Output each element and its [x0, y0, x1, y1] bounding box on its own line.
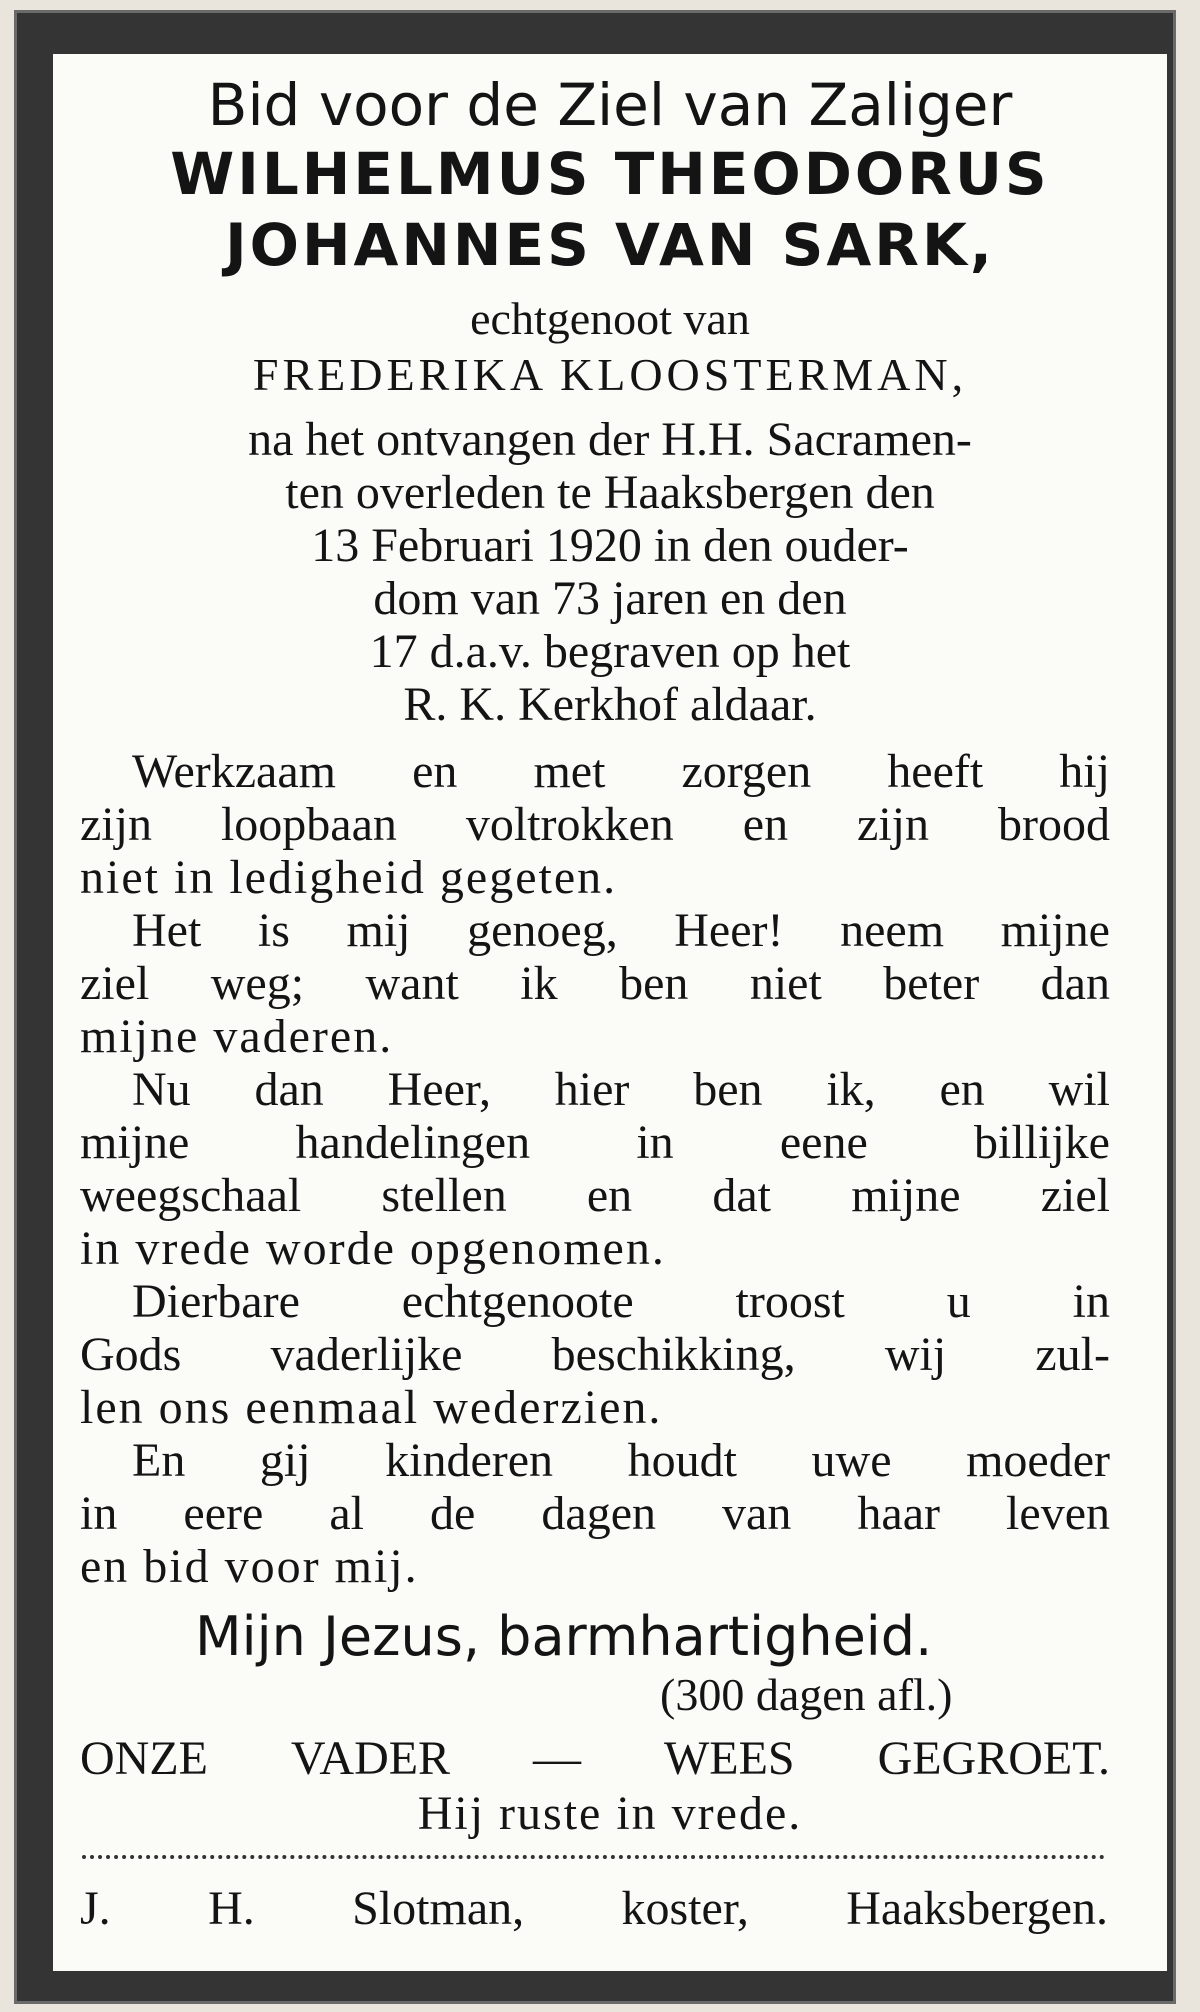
word: vaderlijke: [270, 1328, 463, 1381]
word: handelingen: [295, 1116, 531, 1169]
word: voltrokken: [465, 798, 674, 851]
word: kinderen: [385, 1434, 554, 1487]
paragraph-line: [80, 745, 1110, 798]
spouse-intro: echtgenoot van: [470, 293, 750, 344]
paragraph-line: [80, 1116, 1110, 1169]
word: houdt: [627, 1434, 737, 1487]
word: mijne: [1000, 904, 1110, 957]
word: zijn: [80, 798, 152, 851]
word: beschikking,: [551, 1328, 796, 1381]
word: troost: [735, 1275, 845, 1328]
paragraph-line: [80, 1169, 1110, 1222]
death-notice-line: ten overleden te Haaksbergen den: [285, 466, 935, 519]
word: dan: [1040, 957, 1110, 1010]
word: de: [430, 1487, 476, 1540]
word: en: [742, 798, 789, 851]
word: billijke: [973, 1116, 1110, 1169]
paragraph-line: [80, 1275, 1110, 1328]
word: dat: [712, 1169, 772, 1222]
death-notice-line: na het ontvangen der H.H. Sacramen-: [248, 413, 972, 466]
printer-credit: [80, 1882, 1108, 1935]
heading: Bid voor de Ziel van Zaliger: [207, 71, 1013, 139]
word: ik: [520, 957, 558, 1010]
word: u: [946, 1275, 971, 1328]
word: en: [939, 1063, 985, 1116]
word: mijne: [80, 1116, 190, 1169]
paragraph-line: in vrede worde opgenomen.: [80, 1222, 666, 1275]
word: dagen: [541, 1487, 656, 1540]
word: neem: [840, 904, 945, 957]
word: wij: [884, 1328, 947, 1381]
word: J.: [80, 1882, 111, 1935]
word: wil: [1048, 1063, 1110, 1116]
paragraph-line: niet in ledigheid gegeten.: [80, 851, 618, 904]
word: al: [329, 1487, 364, 1540]
indulgence-note: (300 dagen afl.): [660, 1669, 953, 1720]
word: ONZE: [80, 1732, 208, 1785]
word: dan: [254, 1063, 324, 1116]
word: koster,: [621, 1882, 749, 1935]
death-notice-line: dom van 73 jaren en den: [373, 572, 847, 625]
word: weg;: [210, 957, 305, 1010]
word: eere: [183, 1487, 264, 1540]
paragraph-line: en bid voor mij.: [80, 1540, 419, 1593]
word: en: [412, 745, 458, 798]
paragraph-line: [80, 1487, 1110, 1540]
prayers-line: [80, 1732, 1110, 1785]
word: zijn: [857, 798, 930, 851]
word: eene: [779, 1116, 868, 1169]
paragraph-line: len ons eenmaal wederzien.: [80, 1381, 663, 1434]
word: VADER: [290, 1732, 451, 1785]
word: Het: [132, 904, 202, 957]
word: mijne: [851, 1169, 961, 1222]
paragraph-line: [80, 957, 1110, 1010]
word: met: [533, 745, 606, 798]
word: van: [722, 1487, 792, 1540]
word: ik,: [826, 1063, 876, 1116]
word: —: [533, 1732, 582, 1785]
word: in: [80, 1487, 118, 1540]
death-notice-line: R. K. Kerkhof aldaar.: [403, 678, 817, 731]
prayer-invocation: Mijn Jezus, barmhartigheid.: [195, 1605, 933, 1668]
paragraph-line: mijne vaderen.: [80, 1010, 394, 1063]
word: heeft: [887, 745, 984, 798]
word: Nu: [132, 1063, 191, 1116]
word: Werkzaam: [132, 745, 336, 798]
word: GEGROET.: [877, 1732, 1110, 1785]
word: zul-: [1035, 1328, 1110, 1381]
word: Haaksbergen.: [846, 1882, 1108, 1935]
word: in: [636, 1116, 674, 1169]
dotted-divider: [82, 1855, 1105, 1859]
paragraph-line: [80, 1063, 1110, 1116]
word: ben: [619, 957, 689, 1010]
paragraph-line: [80, 798, 1110, 851]
word: En: [132, 1434, 186, 1487]
word: stellen: [381, 1169, 507, 1222]
word: moeder: [966, 1434, 1110, 1487]
word: genoeg,: [467, 904, 618, 957]
word: Dierbare: [132, 1275, 300, 1328]
word: hij: [1059, 745, 1110, 798]
word: leven: [1006, 1487, 1110, 1540]
word: Gods: [80, 1328, 182, 1381]
paragraph-line: [80, 904, 1110, 957]
word: Slotman,: [352, 1882, 525, 1935]
word: gij: [259, 1434, 311, 1487]
word: weegschaal: [80, 1169, 302, 1222]
word: H.: [208, 1882, 255, 1935]
word: uwe: [811, 1434, 892, 1487]
word: beter: [883, 957, 980, 1010]
spouse-name: FREDERIKA KLOOSTERMAN,: [252, 349, 968, 400]
death-notice-line: 17 d.a.v. begraven op het: [369, 625, 851, 678]
deceased-name-line-2: JOHANNES VAN SARK,: [225, 211, 995, 279]
paragraph-line: [80, 1434, 1110, 1487]
word: loopbaan: [220, 798, 397, 851]
word: hier: [554, 1063, 630, 1116]
word: ben: [693, 1063, 763, 1116]
word: brood: [997, 798, 1110, 851]
word: echtgenoote: [401, 1275, 634, 1328]
word: haar: [857, 1487, 940, 1540]
word: Heer!: [674, 904, 784, 957]
word: want: [365, 957, 459, 1010]
word: ziel: [1040, 1169, 1110, 1222]
word: mij: [346, 904, 411, 957]
word: en: [586, 1169, 633, 1222]
word: niet: [749, 957, 822, 1010]
word: is: [257, 904, 290, 957]
death-notice-line: 13 Februari 1920 in den ouder-: [311, 519, 909, 572]
deceased-name-line-1: WILHELMUS THEODORUS: [170, 140, 1050, 208]
paragraph-line: [80, 1328, 1110, 1381]
rest-in-peace: Hij ruste in vrede.: [417, 1787, 803, 1840]
word: WEES: [663, 1732, 795, 1785]
word: ziel: [80, 957, 150, 1010]
word: zorgen: [681, 745, 812, 798]
word: Heer,: [387, 1063, 491, 1116]
word: in: [1072, 1275, 1110, 1328]
